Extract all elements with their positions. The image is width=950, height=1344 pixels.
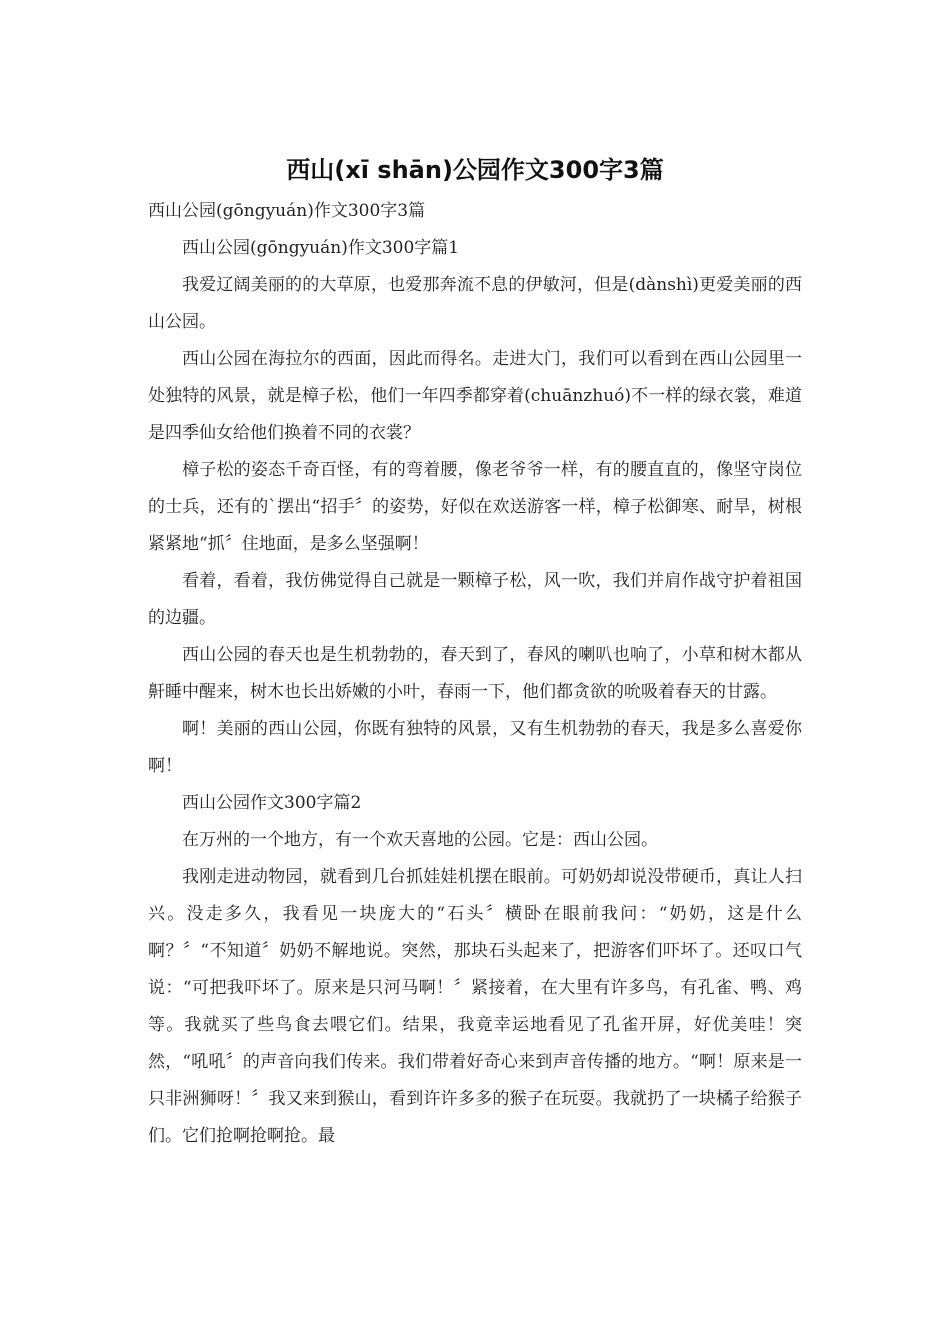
paragraph: 樟子松的姿态千奇百怪，有的弯着腰，像老爷爷一样，有的腰直直的，像坚守岗位的士兵，还有的`摆出“招手〞的姿势，好似在欢送游客一样，樟子松御寒、耐旱，树根紧紧地“抓〞住地面，是多么坚强啊！ <box>148 460 802 554</box>
paragraph: 在万州的一个地方，有一个欢天喜地的公园。它是：西山公园。 <box>182 830 658 850</box>
paragraph: 我刚走进动物园，就看到几台抓娃娃机摆在眼前。可奶奶却说没带硬币，真让人扫兴。没走多久，我看见一块庞大的“石头〞横卧在眼前我问：“奶奶，这是什么啊？〞“不知道〞奶奶不解地说。突然，那块石头起来了，把游客们吓坏了。还叹口气说：“可把我吓坏了。原来是只河马啊！〞紧接着，在大里有许多鸟，有孔雀、鸭、鸡等。我就买了些鸟食去喂它们。结果，我竟幸运地看见了孔雀开屏，好优美哇！突然，“吼吼〞的声音向我们传来。我们带着好奇心来到声音传播的地方。“啊！原来是一只非洲狮呀！〞我又来到猴山，看到许许多多的猴子在玩耍。我就扔了一块橘子给猴子们。它们抢啊抢啊抢。最 <box>148 867 802 1146</box>
paragraph-heading: 西山公园(gōngyuán)作文300字3篇 <box>148 201 426 221</box>
section-heading-1: 西山公园(gōngyuán)作文300字篇1 <box>182 238 460 258</box>
section-heading-2: 西山公园作文300字篇2 <box>182 793 362 813</box>
paragraph: 我爱辽阔美丽的的大草原，也爱那奔流不息的伊敏河，但是(dànshì)更爱美丽的西山公园。 <box>148 275 802 332</box>
paragraph: 西山公园的春天也是生机勃勃的，春天到了，春风的喇叭也响了，小草和树木都从鼾睡中醒来，树木也长出娇嫩的小叶，春雨一下，他们都贪欲的吮吸着春天的甘露。 <box>148 645 802 702</box>
paragraph: 看着，看着，我仿佛觉得自己就是一颗樟子松，风一吹，我们并肩作战守护着祖国的边疆。 <box>148 571 802 628</box>
paragraph: 啊！美丽的西山公园，你既有独特的风景，又有生机勃勃的春天，我是多么喜爱你啊！ <box>148 719 802 776</box>
document-body <box>148 193 802 1155</box>
paragraph: 西山公园在海拉尔的西面，因此而得名。走进大门，我们可以看到在西山公园里一处独特的风景，就是樟子松，他们一年四季都穿着(chuānzhuó)不一样的绿衣裳，难道是四季仙女给他们换着不同的衣裳？ <box>148 349 802 443</box>
document-title: 西山(xī shān)公园作文300字3篇 <box>286 156 664 184</box>
